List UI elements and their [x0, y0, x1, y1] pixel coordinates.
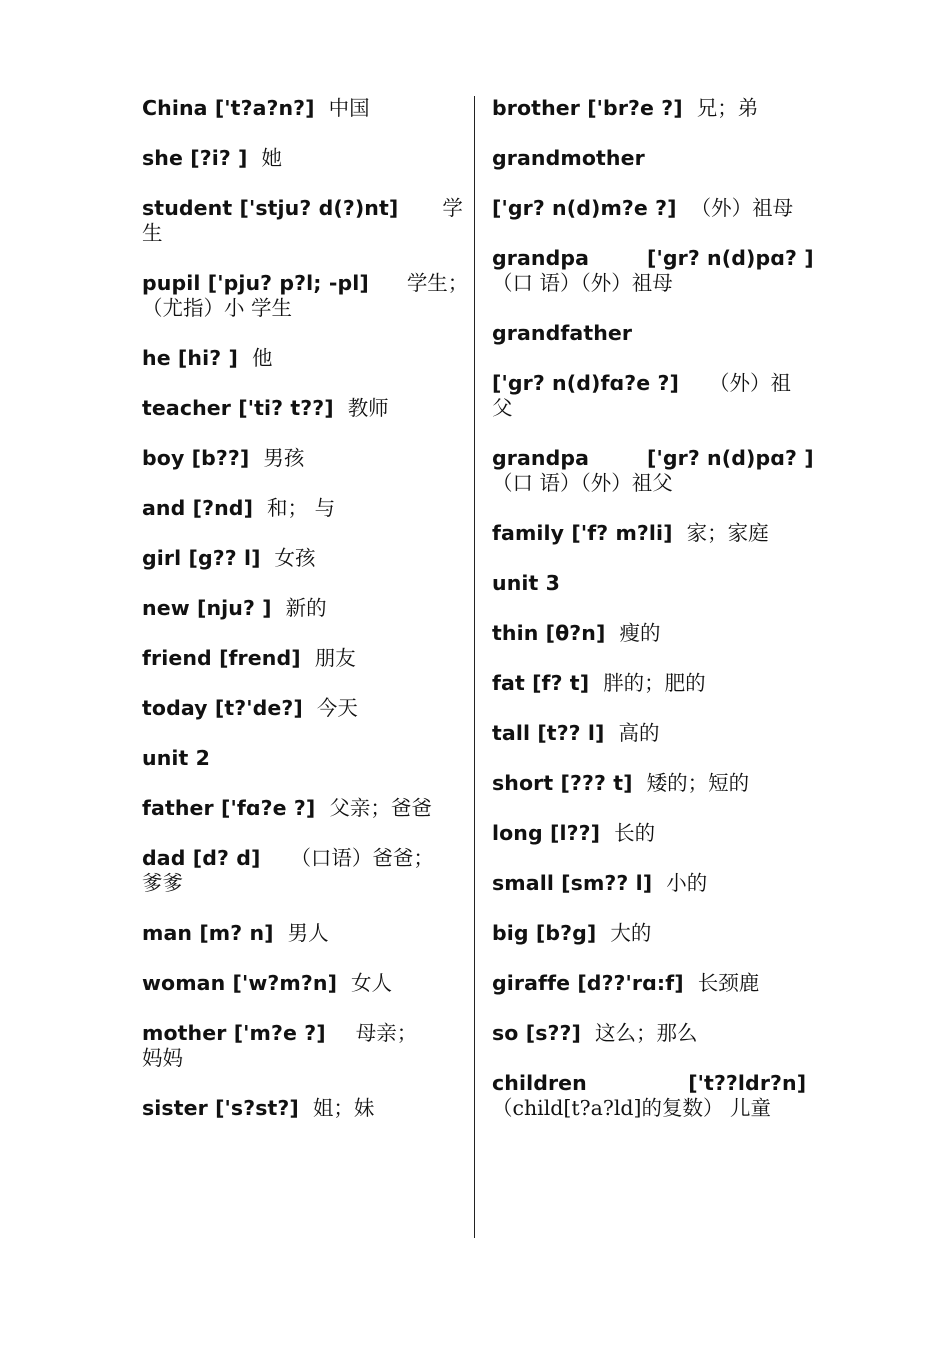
entry-meaning: 妈妈	[142, 1046, 183, 1070]
entry-meaning: 中国	[328, 96, 370, 120]
entry-student-cont	[142, 221, 460, 246]
entry-word: grandmother	[492, 146, 645, 170]
unit-title: unit 3	[492, 571, 561, 595]
entry-meaning: 瘦的	[619, 621, 661, 645]
entry-word: grandpa ['gr? n(d)pɑ? ]	[492, 246, 814, 270]
entry-grandfather	[492, 321, 814, 346]
entry-meaning: 胖的；肥的	[603, 671, 706, 695]
entry-word: teacher ['ti? t??]	[142, 396, 334, 420]
entry-meaning: （口 语）（外）祖父	[492, 471, 673, 495]
entry-grandpa-1-cont	[492, 271, 814, 296]
entry-so	[492, 1021, 814, 1046]
entry-meaning: 朋友	[314, 646, 356, 670]
entry-meaning: 教师	[347, 396, 389, 420]
entry-short	[492, 771, 814, 796]
entry-word: boy [b??]	[142, 446, 250, 470]
entry-sister	[142, 1096, 460, 1121]
unit-3-heading	[492, 571, 814, 596]
entry-pupil-cont	[142, 296, 460, 321]
entry-grandpa-1	[492, 246, 814, 271]
entry-word: she [?i? ]	[142, 146, 248, 170]
entry-word: children ['t??ldr?n]	[492, 1071, 807, 1095]
entry-meaning: 今天	[316, 696, 358, 720]
entry-meaning: 兄；弟	[696, 96, 759, 120]
entry-word: grandpa ['gr? n(d)pɑ? ]	[492, 446, 814, 470]
entry-word: man [m? n]	[142, 921, 274, 945]
entry-grandmother-phonetic	[492, 196, 814, 221]
entry-grandfather-phonetic	[492, 371, 814, 396]
entry-meaning: （外）祖	[708, 371, 791, 395]
entry-meaning: 男人	[287, 921, 329, 945]
entry-word: friend [frend]	[142, 646, 301, 670]
unit-2-heading	[142, 746, 460, 771]
entry-meaning: 长颈鹿	[697, 971, 760, 995]
entry-meaning: 家；家庭	[686, 521, 769, 545]
entry-giraffe	[492, 971, 814, 996]
entry-student	[142, 196, 463, 221]
entry-meaning: 大的	[610, 921, 652, 945]
entry-meaning: 他	[251, 346, 273, 370]
entry-meaning: 爹爹	[142, 871, 183, 895]
entry-grandpa-2-cont	[492, 471, 814, 496]
entry-boy	[142, 446, 460, 471]
entry-family	[492, 521, 814, 546]
entry-dad	[142, 846, 460, 871]
entry-word: brother ['br?e ?]	[492, 96, 683, 120]
entry-word: ['gr? n(d)m?e ?]	[492, 196, 677, 220]
entry-meaning: 矮的；短的	[646, 771, 750, 795]
entry-meaning: 父亲；爸爸	[329, 796, 432, 820]
entry-meaning: 学生；	[406, 271, 469, 295]
entry-meaning: 新的	[285, 596, 327, 620]
entry-brother	[492, 96, 814, 121]
entry-word: short [??? t]	[492, 771, 633, 795]
entry-mother	[142, 1021, 460, 1046]
entry-man	[142, 921, 460, 946]
entry-word: dad [d? d]	[142, 846, 261, 870]
entry-word: woman ['w?m?n]	[142, 971, 338, 995]
entry-woman	[142, 971, 460, 996]
entry-word: thin [θ?n]	[492, 621, 606, 645]
entry-meaning: 父	[492, 396, 513, 420]
entry-big	[492, 921, 814, 946]
entry-word: and [?nd]	[142, 496, 254, 520]
entry-small	[492, 871, 814, 896]
entry-thin	[492, 621, 814, 646]
entry-meaning: 这么；那么	[594, 1021, 698, 1045]
entry-word: student ['stju? d(?)nt]	[142, 196, 399, 220]
entry-she	[142, 146, 460, 171]
entry-children-cont	[492, 1096, 814, 1121]
entry-word: big [b?g]	[492, 921, 597, 945]
entry-father	[142, 796, 460, 821]
entry-word: fat [f? t]	[492, 671, 590, 695]
entry-meaning: 她	[261, 146, 283, 170]
entry-word: small [sm?? l]	[492, 871, 653, 895]
entry-word: so [s??]	[492, 1021, 581, 1045]
entry-word: tall [t?? l]	[492, 721, 605, 745]
entry-meaning: 姐；妹	[312, 1096, 375, 1120]
entry-meaning: 高的	[618, 721, 660, 745]
entry-word: girl [g?? l]	[142, 546, 261, 570]
entry-word: sister ['s?st?]	[142, 1096, 299, 1120]
column-divider	[474, 96, 475, 1238]
entry-meaning: 母亲；	[355, 1021, 418, 1045]
entry-mother-cont	[142, 1046, 460, 1071]
entry-children	[492, 1071, 814, 1096]
entry-china	[142, 96, 460, 121]
entry-word: new [nju? ]	[142, 596, 272, 620]
entry-meaning: （外）祖母	[690, 196, 794, 220]
entry-friend	[142, 646, 460, 671]
right-column	[492, 96, 814, 1121]
entry-meaning: 女孩	[274, 546, 316, 570]
entry-word: giraffe [d??'rɑ:f]	[492, 971, 684, 995]
entry-word: father ['fɑ?e ?]	[142, 796, 316, 820]
entry-word: grandfather	[492, 321, 633, 345]
entry-grandfather-cont	[492, 396, 814, 421]
entry-pupil	[142, 271, 469, 296]
entry-meaning: （child[t?a?ld]的复数） 儿童	[492, 1096, 772, 1120]
entry-dad-cont	[142, 871, 460, 896]
entry-word: ['gr? n(d)fɑ?e ?]	[492, 371, 679, 395]
entry-new	[142, 596, 460, 621]
entry-word: mother ['m?e ?]	[142, 1021, 326, 1045]
entry-meaning: 男孩	[263, 446, 305, 470]
entry-and	[142, 496, 460, 521]
entry-meaning: 长的	[614, 821, 656, 845]
entry-meaning: 生	[142, 221, 163, 245]
entry-today	[142, 696, 460, 721]
entry-meaning: 女人	[351, 971, 393, 995]
entry-meaning: 学	[442, 196, 463, 220]
entry-long	[492, 821, 814, 846]
entry-grandmother	[492, 146, 814, 171]
left-column	[142, 96, 469, 1121]
entry-word: he [hi? ]	[142, 346, 238, 370]
entry-word: China ['t?a?n?]	[142, 96, 315, 120]
entry-meaning: 小的	[666, 871, 708, 895]
entry-word: long [l??]	[492, 821, 601, 845]
entry-he	[142, 346, 460, 371]
entry-grandpa-2	[492, 446, 814, 471]
entry-word: family ['f? m?li]	[492, 521, 673, 545]
entry-meaning: （尤指）小 学生	[142, 296, 293, 320]
entry-girl	[142, 546, 460, 571]
entry-fat	[492, 671, 814, 696]
entry-meaning: （口 语）（外）祖母	[492, 271, 673, 295]
entry-word: pupil ['pju? p?l; -pl]	[142, 271, 369, 295]
entry-tall	[492, 721, 814, 746]
entry-meaning: 和； 与	[267, 496, 336, 520]
entry-teacher	[142, 396, 460, 421]
entry-meaning: （口语）爸爸；	[290, 846, 434, 870]
unit-title: unit 2	[142, 746, 211, 770]
entry-word: today [t?'de?]	[142, 696, 303, 720]
